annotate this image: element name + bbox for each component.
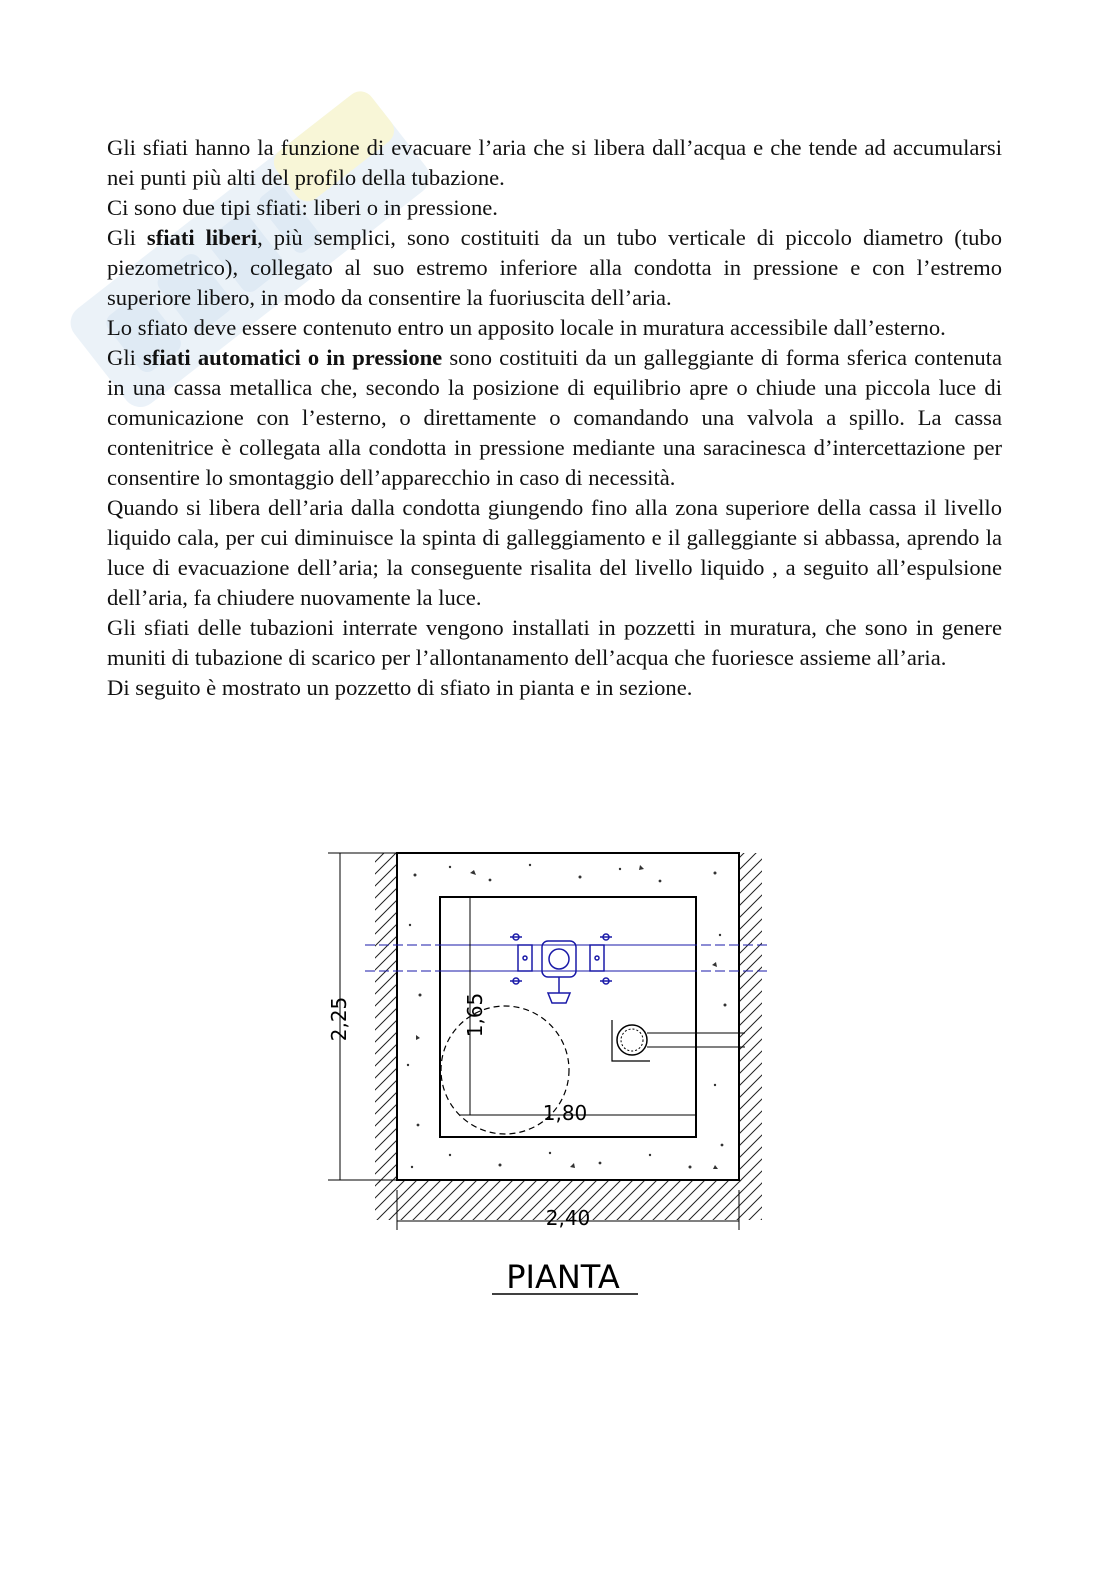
paragraph: Lo sfiato deve essere contenuto entro un apposito locale in muratura accessibile dall’esterno. [107, 315, 946, 340]
dimension-width-label: 2,40 [545, 1206, 591, 1230]
paragraph: Gli sfiati automatici o in pressione sono costituiti da un galleggiante di forma sferica contenuta in una cassa metallica che, secondo la posizione di equilibrio apre o chiude una piccola luce di comunicazione con l’esterno, o direttamente o comandando una valvola a spillo. La cassa contenitrice è collegata alla condotta in pressione mediante una saracinesca d’intercettazione per consentire lo smontaggio dell’apparecchio in caso di necessità. [107, 345, 1002, 490]
paragraph: Gli sfiati liberi, più semplici, sono costituiti da un tubo verticale di piccolo diametro (tubo piezometrico), collegato al suo estremo inferiore alla condotta in pressione e con l’estremo superiore libero, in modo da consentire la fuoriuscita dell’aria. [107, 225, 1002, 310]
plan-drawing [320, 845, 770, 1305]
bold-term: sfiati automatici o in pressione [143, 345, 443, 370]
paragraph: Ci sono due tipi sfiati: liberi o in pressione. [107, 195, 498, 220]
paragraph: Gli sfiati hanno la funzione di evacuare l’aria che si libera dall’acqua e che tende ad accumularsi nei punti più alti del profilo della tubazione. [107, 135, 1002, 190]
drawing-title: PIANTA [506, 1258, 620, 1296]
paragraph: Quando si libera dell’aria dalla condotta giungendo fino alla zona superiore della cassa il livello liquido cala, per cui diminuisce la spinta di galleggiamento e il galleggiante si abbassa, aprendo la luce di evacuazione dell’aria; la conseguente risalita del livello liquido , a seguito all’espulsione dell’aria, fa chiudere nuovamente la luce. [107, 495, 1002, 610]
body-text [107, 133, 1002, 703]
paragraph: Gli sfiati delle tubazioni interrate vengono installati in pozzetti in muratura, che sono in genere muniti di tubazione di scarico per l’allontanamento dell’acqua che fuoriesce assieme all’aria. [107, 615, 1002, 670]
bold-term: sfiati liberi [146, 225, 258, 250]
dimension-height-label: 2,25 [327, 996, 351, 1042]
dimension-inner-width-label: 1,80 [542, 1101, 588, 1125]
dimension-inner-height-label: 1,65 [463, 992, 487, 1038]
paragraph: Di seguito è mostrato un pozzetto di sfiato in pianta e in sezione. [107, 675, 693, 700]
